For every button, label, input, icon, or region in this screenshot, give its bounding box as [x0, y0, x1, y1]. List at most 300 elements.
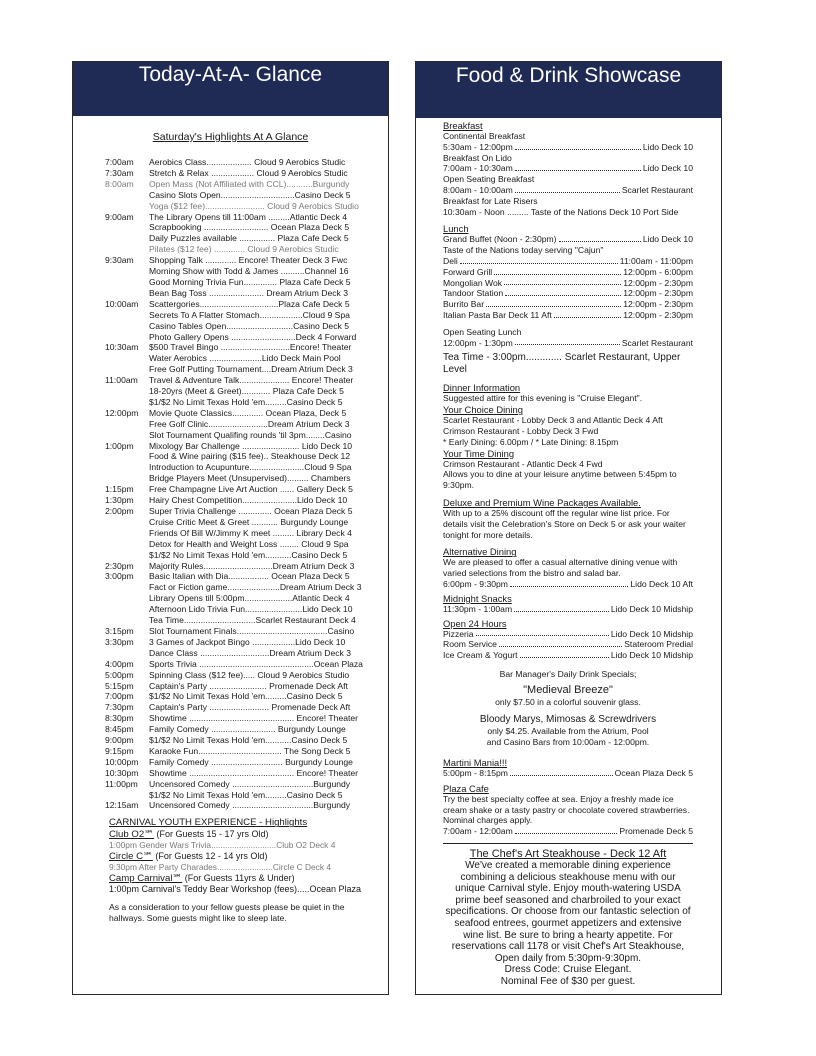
lunch-label: Taste of the Nations today serving "Cajun" [443, 245, 604, 256]
dot-leader [460, 256, 618, 264]
bloody-title: Bloody Marys, Mimosas & Screwdrivers [479, 714, 657, 726]
schedule-time [105, 648, 149, 659]
schedule-time [105, 222, 149, 233]
food-content [416, 118, 721, 988]
schedule-row [105, 353, 388, 364]
breakfast-label: 10:30am - Noon ......... Taste of the Nations Deck 10 Port Side [443, 206, 679, 217]
martini-line [443, 768, 693, 779]
schedule-time [105, 550, 149, 561]
schedule-time [105, 332, 149, 343]
schedule-row [105, 637, 388, 648]
alt-dining-heading: Alternative Dining [443, 546, 517, 558]
dot-leader [510, 768, 613, 776]
schedule-row [105, 517, 388, 528]
schedule-time: 1:15pm [105, 484, 134, 495]
highlights-heading: Saturday's Highlights At A Glance [152, 131, 309, 143]
schedule-event: Movie Quote Classics............. Ocean Plaza, Deck 5 [149, 407, 347, 418]
schedule-row [105, 495, 388, 506]
schedule-event: Uncensored Comedy ..................................Burgundy [149, 778, 351, 789]
todays-glance-panel [72, 61, 389, 995]
schedule-event: Showtime ............................................ Encore! Theater [149, 767, 359, 778]
schedule-row [105, 157, 388, 168]
martini [443, 768, 693, 779]
time-line: Crimson Restaurant - Atlantic Deck 4 Fwd [443, 458, 603, 469]
schedule-event: Captain's Party ........................ Promenade Deck Aft [149, 680, 348, 691]
schedule-row [105, 702, 388, 713]
bloody-text-2: and Casino Bars from 10:00am - 12:00pm. [486, 737, 650, 748]
martini-label: 5:00pm - 8:15pm [443, 768, 508, 779]
schedule-row [105, 222, 388, 233]
schedule-event: Slot Tournament Finals......................................Casino [149, 625, 355, 636]
time-dining-lines [443, 459, 693, 491]
schedule-event: Secrets To A Flatter Stomach..................Cloud 9 Spa [149, 309, 350, 320]
schedule-event: $1/$2 No Limit Texas Hold 'em...........Casino Deck 5 [149, 549, 348, 560]
lunch-list [443, 234, 693, 320]
schedule-row [105, 255, 388, 266]
lunch-item-label: Deli [443, 255, 458, 266]
lunch-item [443, 310, 693, 321]
drink-price: only $7.50 in a colorful souvenir glass. [495, 696, 641, 707]
schedule-row [105, 593, 388, 604]
dot-leader [515, 185, 620, 193]
dot-leader [515, 163, 641, 171]
schedule-time: 10:30am [105, 342, 139, 353]
lunch-item-value: 12:00pm - 2:30pm [623, 309, 693, 320]
breakfast-item-label: 8:00am - 10:00am [443, 184, 513, 195]
plaza-time [443, 826, 693, 837]
chef-title: The Chef's Art Steakhouse - Deck 12 Aft [469, 848, 667, 861]
divider [443, 843, 693, 844]
alt-time [443, 579, 693, 590]
schedule-time: 11:00am [105, 375, 138, 386]
schedule-time: 7:30pm [105, 702, 134, 713]
schedule-row [105, 288, 388, 299]
open24-item [443, 639, 693, 650]
schedule-event: Family Comedy ........................... Burgundy Lounge [149, 724, 346, 735]
choice-line: Crimson Restaurant - Lobby Deck 3 Fwd [443, 425, 599, 436]
schedule-event: Karaoke Fun................................... The Song Deck 5 [149, 745, 351, 756]
schedule-row [105, 604, 388, 615]
lunch-item-label: Burrito Bar [443, 299, 485, 310]
youth-program-name: Camp Carnival℠ [109, 872, 183, 884]
alt-time-value: Lido Deck 10 Aft [630, 578, 693, 589]
schedule-event: 18-20yrs (Meet & Greet)............ Plaza Cafe Deck 5 [149, 386, 344, 397]
schedule-row [105, 419, 388, 430]
breakfast-heading: Breakfast [443, 120, 483, 131]
youth-program-name: Club O2℠ [109, 828, 154, 840]
food-drink-panel [415, 61, 722, 995]
schedule-row [105, 441, 388, 452]
schedule-event: Spinning Class ($12 fee)..... Cloud 9 Aerobics Studio [149, 669, 350, 680]
schedule-event: Free Golf Putting Tournament....Dream Atrium Deck 3 [149, 364, 353, 375]
schedule-time: 3:30pm [105, 636, 134, 647]
schedule-row [105, 244, 388, 255]
schedule-time [105, 364, 149, 375]
alt-dining-time [443, 579, 693, 590]
schedule-row [105, 310, 388, 321]
schedule-event: Basic Italian with Dia................. Ocean Plaza Deck 5 [149, 571, 350, 582]
open-lunch-label: Open Seating Lunch [443, 326, 522, 337]
breakfast-item-label: 7:00am - 10:30am [443, 163, 513, 174]
plaza-text: Try the best specialty coffee at sea. Enjoy a freshly made ice cream shake or a tasty pastry or chocolate covered strawberries. Nominal charges apply. [443, 793, 690, 826]
schedule-row [105, 550, 388, 561]
schedule-row [105, 168, 388, 179]
schedule-event: $1/$2 No Limit Texas Hold 'em.........Casino Deck 5 [149, 789, 343, 800]
open24-item-value: Lido Deck 10 Midship [610, 628, 693, 639]
open-lunch-value: Scarlet Restaurant [621, 337, 693, 348]
lunch-item-value: 12:00pm - 6:00pm [623, 266, 693, 277]
schedule-time: 10:00am [105, 298, 139, 309]
lunch-heading: Lunch [443, 223, 469, 235]
breakfast-item [443, 185, 693, 196]
schedule-row [105, 768, 388, 779]
schedule-row [105, 342, 388, 353]
open24-list [443, 629, 693, 661]
youth-activity: 1:00pm Gender Wars Trivia............................Club O2 Deck 4 [109, 839, 336, 850]
schedule-time: 5:00pm [105, 669, 134, 680]
schedule-event: $1/$2 No Limit Texas Hold 'em.........Casino Deck 5 [149, 691, 343, 702]
schedule-event: Food & Wine pairing ($15 fee).. Steakhouse Deck 12 [149, 451, 351, 462]
open24-item-label: Pizzeria [443, 628, 474, 639]
breakfast-item-value: Scarlet Restaurant [621, 184, 693, 195]
schedule-row [105, 528, 388, 539]
schedule-time: 4:00pm [105, 658, 134, 669]
schedule-time: 8:45pm [105, 724, 134, 735]
snacks-heading: Midnight Snacks [443, 592, 512, 604]
youth-program [73, 851, 388, 862]
dot-leader [515, 826, 618, 834]
schedule-time: 1:00pm [105, 440, 134, 451]
dot-leader [515, 142, 641, 150]
open24-item [443, 650, 693, 661]
chef-text: We've created a memorable dining experience combining a delicious steakhouse menu with our unique Carnival style. Enjoy mouth-watering USDA prime beef seasoned and charbroiled to your exact specifications. Or choose from our fantastic selection of seafood entrees, gourmet appetizers and extensive wine list. Be sure to bring a hearty appetite. For reservations call 1178 or visit Chef's Art Steakhouse, Open daily from 5:30pm-9:30pm. [445, 860, 691, 964]
open-lunch-line [443, 338, 693, 349]
schedule-row [105, 201, 388, 212]
alt-dining-text: We are pleased to offer a casual alternative dining venue with varied selections from the bistro and salad bar. [443, 557, 678, 579]
youth-program [73, 829, 388, 840]
breakfast-label: Open Seating Breakfast [443, 174, 535, 185]
schedule-row [105, 473, 388, 484]
snacks-label: 11:30pm - 1:00am [443, 603, 513, 614]
schedule-time [105, 593, 149, 604]
schedule-time: 9:00am [105, 211, 134, 222]
schedule-event: Bridge Players Meet (Unsupervised)......... Chambers [149, 473, 351, 484]
quiet-note: As a consideration to your fellow guests please be quiet in the hallways. Some guests might like to sleep late. [109, 901, 345, 923]
schedule-row [105, 266, 388, 277]
plaza-heading: Plaza Cafe [443, 782, 489, 794]
schedule-row [105, 800, 388, 811]
schedule-time [105, 353, 149, 364]
lunch-item [443, 234, 693, 245]
schedule-event: Family Comedy .............................. Burgundy Lounge [149, 756, 353, 767]
schedule-time: 12:00pm [105, 407, 139, 418]
dot-leader [504, 278, 621, 286]
schedule-row [105, 790, 388, 801]
schedule-row [105, 571, 388, 582]
choice-line: * Early Dining: 6.00pm / * Late Dining: 8.15pm [443, 436, 619, 447]
schedule-row [105, 386, 388, 397]
schedule-event: Cruise Critic Meet & Greet ........... Burgundy Lounge [149, 516, 349, 527]
schedule-time: 10:00pm [105, 756, 139, 767]
schedule-time [105, 419, 149, 430]
schedule-time [105, 473, 149, 484]
schedule-time [105, 451, 149, 462]
schedule-event: Good Morning Trivia Fun.............. Plaza Cafe Deck 5 [149, 276, 351, 287]
schedule-time [105, 615, 149, 626]
open-lunch [443, 338, 693, 349]
schedule-time: 1:30pm [105, 495, 134, 506]
schedule-time [105, 528, 149, 539]
lunch-item-value: 11:00am - 11:00pm [619, 255, 693, 266]
chef-dress: Dress Code: Cruise Elegant. [504, 964, 632, 976]
schedule-event: Afternoon Lido Trivia Fun........................Lido Deck 10 [149, 604, 353, 615]
schedule-time [105, 190, 149, 201]
choice-line: Scarlet Restaurant - Lobby Deck 3 and Atlantic Deck 4 Aft [443, 415, 663, 426]
schedule-event: Shopping Talk ............. Encore! Theater Deck 3 Fwc [149, 255, 348, 266]
schedule-event: Yoga ($12 fee)......................... Cloud 9 Aerobics Studio [149, 200, 359, 211]
schedule-row [105, 375, 388, 386]
schedule-row [105, 615, 388, 626]
schedule-row [105, 713, 388, 724]
schedule-time [105, 430, 149, 441]
lunch-item [443, 299, 693, 310]
schedule-event: Introduction to Acupunture.......................Cloud 9 Spa [149, 462, 352, 473]
open24-item-label: Room Service [443, 639, 497, 650]
breakfast-item-value: Lido Deck 10 [642, 141, 693, 152]
schedule-time: 2:30pm [105, 560, 134, 571]
lunch-item-label: Grand Buffet (Noon - 2:30pm) [443, 234, 557, 245]
breakfast-label: Breakfast On Lido [443, 152, 512, 163]
schedule-time: 11:00pm [105, 778, 138, 789]
schedule-row [105, 670, 388, 681]
schedule-row [105, 506, 388, 517]
lunch-item-value: 12:00pm - 2:30pm [623, 288, 693, 299]
dot-leader [476, 629, 609, 637]
schedule-time [105, 517, 149, 528]
food-title-band [416, 62, 721, 118]
schedule-time: 9:00pm [105, 735, 134, 746]
glance-title: Today-At-A- Glance [138, 63, 323, 86]
schedule-row [105, 648, 388, 659]
wine-heading: Deluxe and Premium Wine Packages Available. [443, 496, 641, 508]
dot-leader [486, 299, 621, 307]
food-title: Food & Drink Showcase [455, 64, 682, 87]
lunch-item-label: Italian Pasta Bar Deck 11 Aft [443, 309, 552, 320]
schedule-time: 10:30pm [105, 767, 139, 778]
schedule-row [105, 779, 388, 790]
schedule-event: Aerobics Class................... Cloud 9 Aerobics Studic [149, 157, 346, 167]
open24-item-label: Ice Cream & Yogurt [443, 650, 518, 661]
schedule-row [105, 659, 388, 670]
schedule-row [105, 332, 388, 343]
schedule-row [105, 451, 388, 462]
breakfast-item [443, 163, 693, 174]
lunch-item-value: 12:00pm - 2:30pm [623, 277, 693, 288]
schedule-event: Majority Rules.............................Dream Atrium Deck 3 [149, 560, 355, 571]
schedule-time: 2:00pm [105, 506, 134, 516]
schedule-event: Uncensored Comedy ..................................Burgundy [149, 800, 351, 811]
youth-program-ages: (For Guests 15 - 17 yrs Old) [153, 828, 269, 839]
lunch-item-label: Forward Grill [443, 266, 493, 277]
schedule-row [105, 681, 388, 692]
lunch-item-label: Mongolian Wok [443, 277, 503, 288]
schedule-time [105, 604, 149, 615]
youth-program [73, 873, 388, 884]
lunch-item [443, 278, 693, 289]
bar-specials: Bar Manager's Daily Drink Specials; [499, 668, 637, 679]
breakfast-list [443, 131, 693, 217]
schedule-row [105, 430, 388, 441]
schedule-time: 3:00pm [105, 571, 134, 582]
schedule-event: Scrapbooking ........................... Ocean Plaza Deck 5 [149, 222, 350, 233]
chef-steakhouse [443, 848, 693, 988]
breakfast-label: Breakfast for Late Risers [443, 195, 538, 206]
schedule-row [105, 746, 388, 757]
tea-time: Tea Time - 3:00pm............. Scarlet Restaurant, Upper Level [443, 352, 681, 376]
breakfast-item-value: Lido Deck 10 [642, 163, 693, 174]
schedule-time [105, 582, 149, 593]
schedule-event: Photo Gallery Opens ...........................Deck 4 Forward [149, 331, 357, 342]
dot-leader [520, 650, 609, 658]
choice-dining-lines [443, 415, 693, 447]
schedule-event: Fact or Fiction game......................Dream Atrium Deck 3 [149, 582, 362, 593]
schedule-row [105, 408, 388, 419]
snacks-line [443, 604, 693, 615]
breakfast-item [443, 142, 693, 153]
youth-list [73, 829, 388, 895]
schedule-row [105, 277, 388, 288]
martini-value: Ocean Plaza Deck 5 [614, 768, 693, 779]
schedule-event: The Library Opens till 11:00am .........Atlantic Deck 4 [149, 211, 348, 222]
schedule-event: $500 Travel Bingo .............................Encore! Theater [149, 342, 352, 353]
schedule-row [105, 561, 388, 572]
dinner-attire: Suggested attire for this evening is "Cruise Elegant". [443, 393, 643, 404]
dot-leader [514, 604, 609, 612]
youth-program-ages: (For Guests 12 - 14 yrs Old) [152, 850, 268, 861]
snacks [443, 604, 693, 615]
dot-leader [554, 310, 621, 318]
schedule-time [105, 790, 149, 801]
dot-leader [515, 338, 620, 346]
schedule-time [105, 244, 149, 255]
time-dining-heading: Your Time Dining [443, 447, 515, 459]
schedule-row [105, 364, 388, 375]
schedule-time: 7:30am [105, 167, 134, 178]
schedule-row [105, 179, 388, 190]
schedule-time [105, 462, 149, 473]
schedule-event: Free Champagne Live Art Auction ...... Gallery Deck 5 [149, 484, 353, 495]
schedule-time [105, 233, 149, 244]
schedule-time [105, 201, 149, 212]
dot-leader [494, 267, 621, 275]
schedule-row [105, 299, 388, 310]
open-lunch-label: 12:00pm - 1:30pm [443, 337, 513, 348]
schedule-event: Water Aerobics ......................Lido Deck Main Pool [149, 353, 341, 364]
lunch-item [443, 256, 693, 267]
youth-program-name: Circle C℠ [109, 850, 153, 862]
dot-leader [559, 234, 641, 242]
youth-heading: CARNIVAL YOUTH EXPERIENCE - Highlights [109, 817, 308, 829]
schedule-event: Mixology Bar Challenge ........................ Lido Deck 10 [149, 440, 352, 451]
open24-item-value: Stateroom Predial [624, 639, 693, 650]
schedule-event: Scattergories.................................Plaza Cafe Deck 5 [149, 298, 350, 309]
breakfast-label: Continental Breakfast [443, 131, 526, 141]
schedule-row [105, 626, 388, 637]
schedule-row [105, 724, 388, 735]
schedule-row [105, 484, 388, 495]
dot-leader [505, 288, 621, 296]
chef-fee: Nominal Fee of $30 per guest. [500, 976, 636, 987]
schedule-event: Morning Show with Todd & James ..........Channel 16 [149, 266, 349, 277]
wine-text: With up to a 25% discount off the regular wine list price. For details visit the Celebration's Store on Deck 5 or ask your waiter tonight for more details. [443, 507, 686, 540]
youth-activity: 9:30pm After Party Charades........................Circle C Deck 4 [109, 861, 332, 872]
schedule-event: Super Trivia Challenge .............. Ocean Plaza Deck 5 [149, 506, 353, 516]
drink-name: "Medieval Breeze" [523, 683, 613, 696]
plaza-time-value: Promenade Deck 5 [619, 826, 693, 837]
schedule-time [105, 266, 149, 277]
schedule-event: Library Opens till 5:00pm....................Atlantic Deck 4 [149, 593, 350, 604]
schedule-event: Dance Class .............................Dream Atrium Deck 3 [149, 647, 352, 658]
schedule-row [105, 397, 388, 408]
time-line: Allows you to dine at your leisure anytime between 5:45pm to 9:30pm. [443, 469, 677, 491]
schedule-time: 8:30pm [105, 713, 134, 724]
schedule-row [105, 691, 388, 702]
schedule-time: 12:15am [105, 800, 139, 811]
schedule-row [105, 539, 388, 550]
schedule-event: Stretch & Relax .................. Cloud 9 Aerobics Studic [149, 167, 348, 178]
schedule-event: Hairy Chest Competition.......................Lido Deck 10 [149, 495, 348, 506]
schedule-event: Daily Puzzles available ............... Plaza Cafe Deck 5 [149, 233, 349, 244]
schedule-event: Casino Slots Open...............................Casino Deck 5 [149, 189, 351, 200]
schedule-time: 8:00am [105, 178, 134, 189]
schedule-time [105, 310, 149, 321]
schedule-event: Travel & Adventure Talk..................... Encore! Theater [149, 375, 354, 386]
breakfast-item-label: 5:30am - 12:00pm [443, 141, 513, 152]
schedule-row [105, 582, 388, 593]
schedule-time: 3:15pm [105, 625, 134, 636]
youth-activity: 1:00pm Carnival's Teddy Bear Workshop (fees).....Ocean Plaza [109, 883, 362, 894]
schedule-time: 9:15pm [105, 745, 134, 756]
schedule-time [105, 397, 149, 408]
schedule-row [105, 233, 388, 244]
glance-title-band [73, 62, 388, 116]
plaza-time-label: 7:00am - 12:00am [443, 826, 513, 837]
schedule-row [105, 462, 388, 473]
dinner-heading: Dinner Information [443, 382, 521, 394]
open24-item-value: Lido Deck 10 Midship [610, 650, 693, 661]
lunch-item [443, 288, 693, 299]
schedule-event: 3 Games of Jackpot Bingo ..................Lido Deck 10 [149, 636, 346, 647]
schedule-time [105, 277, 149, 288]
schedule-event: Friends Of Bill W/Jimmy K meet ......... Library Deck 4 [149, 527, 352, 538]
schedule-event: Free Golf Clinic.........................Dream Atrium Deck 3 [149, 418, 350, 429]
schedule-event: $1/$2 No Limit Texas Hold 'em.........Casino Deck 5 [149, 396, 343, 407]
schedule-row [105, 321, 388, 332]
schedule-event: Tea Time..............................Scarlet Restaurant Deck 4 [149, 615, 356, 626]
schedule-event: Bean Bag Toss ....................... Dream Atrium Deck 3 [149, 287, 349, 298]
schedule-event: Detox for Health and Weight Loss ........ Cloud 9 Spa [149, 538, 349, 549]
schedule-event: Showtime ............................................ Encore! Theater [149, 713, 359, 724]
schedule-event: $1/$2 No Limit Texas Hold 'em...........Casino Deck 5 [149, 735, 348, 746]
schedule-event: Pilates ($12 fee) ............. Cloud 9 Aerobics Studic [149, 244, 339, 255]
martini-heading: Martini Mania!!! [443, 757, 508, 769]
alt-time-label: 6:00pm - 9:30pm [443, 578, 508, 589]
lunch-item-value: 12:00pm - 2:30pm [623, 299, 693, 310]
schedule-event: Slot Tournament Qualifing rounds 'til 3pm........Casino [149, 429, 352, 440]
schedule-row [105, 757, 388, 768]
schedule-time: 9:30am [105, 255, 134, 266]
schedule-row [105, 735, 388, 746]
